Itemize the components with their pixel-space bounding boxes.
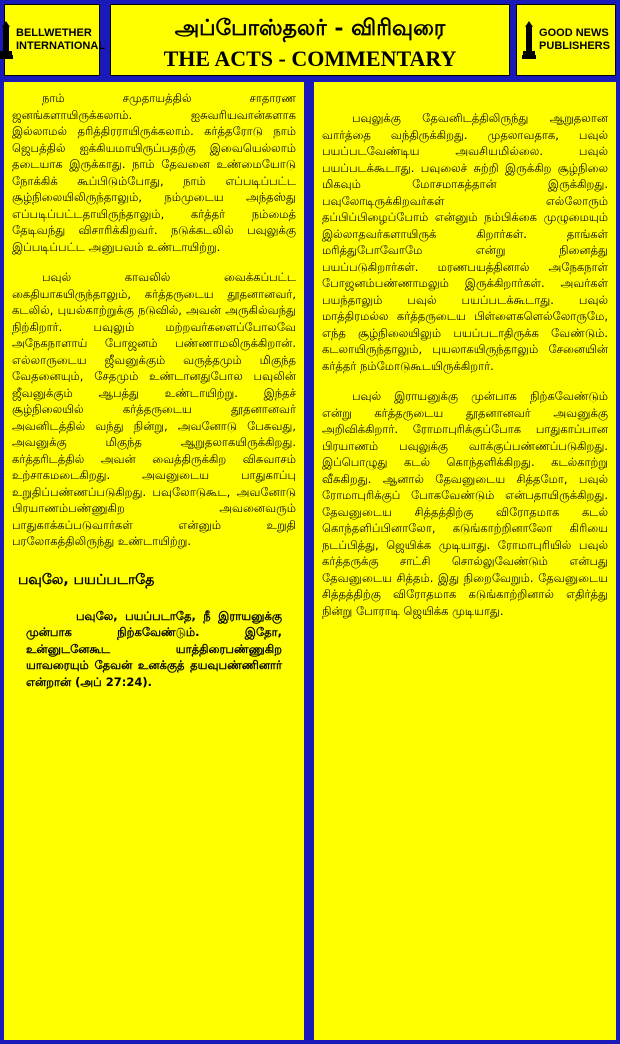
bellwether-logo-icon (0, 21, 13, 59)
good-news-line2: PUBLISHERS (539, 40, 610, 52)
title-english: THE ACTS - COMMENTARY (163, 46, 457, 71)
verse-quote: பவுலே, பயப்படாதே, நீ இராயனுக்கு முன்பாக நிற்கவேண்டும். இதோ, உன்னுடனேகூட யாத்திரைபண்ணுகிற யாவரையும் தேவன் உனக்குத் தயவுபண்ணினார் என்றான் (அப் 27:24). (26, 608, 282, 689)
bellwether-line1: BELLWETHER (16, 27, 92, 39)
right-paragraph-2: பவுல் இராயனுக்கு முன்பாக நிற்கவேண்டும் என்று கர்த்தருடைய தூதனானவர் அவனுக்கு அறிவிக்கிறார். ரோமாபுரிக்குப்போக பாதுகாப்பான பிரயாணம் பவுலுக்கு வாக்குப்பண்ணப்படுகிறது. இப்பொழுது கடல் கொந்தளிக்கிறது. கடல்காற்று வீசுகிறது. ஆனால் தேவனுடைய சித்தமோ, பவுல் ரோமாபுரிக்குப் போகவேண்டும் என்பதாயிருக்கிறது. தேவனுடைய சித்தத்திற்கு விரோதமாக கடல் கொந்தளிப்பினாலோ, கடுங்காற்றினாலோ கிரியை நடப்பித்து, ஜெயிக்க முடியாது. ரோமாபுரியில் பவுல் கர்த்தருக்கு சாட்சி சொல்லுவேண்டும் என்பது தேவனுடைய சித்தம். இது நிறைவேறும். தேவனுடைய சித்தத்திற்கு விரோதமாக கடுங்காற்றினால் எதிர்த்து நின்று போராடி ஜெயிக்க முடியாது. (322, 389, 608, 618)
right-paragraph-1: பவுலுக்கு தேவனிடத்திலிருந்து ஆறுதலான வார்த்தை வந்திருக்கிறது. முதலாவதாக, பவுல் பயப்படவேண்டிய அவசியமில்லை. பவுல் பயப்படக்கூடாது. பவுலைச் சுற்றி இருக்கிற சூழ்நிலை மிகவும் மோசமாகத்தான் இருக்கிறது. பவுலோடிருக்கிறவர்கள் எல்லோரும் தப்பிப்பிழைப்போம் என்னும் நம்பிக்கை முழுமையும் இல்லாதவர்களாயிருக் கிறார்கள். தாங்கள் மரித்துபோவோமே என்று நினைத்து பயப்படுகிறார்கள். மரணபயத்தினால் அநேகநாள் போஜனம்பண்ணாமலும் இருக்கிறார்கள். அவர்கள் பயந்தாலும் பவுல் பயப்படக்கூடாது. பவுல் மாத்திரமல்ல கர்த்தருடைய பிள்ளைகளெல்லோருமே, எந்த சூழ்நிலையிலும் பயப்படாதிருக்க வேண்டும். கடலாயிருந்தாலும், புயலாகயிருந்தாலும் சேனையின் கர்த்தர் நம்மோடுகூடயிருக்கிறார். (322, 111, 608, 373)
title-tamil: அப்போஸ்தலர் - விரிவுரை (174, 15, 446, 41)
left-column (4, 82, 304, 1040)
section-heading: பவுலே, பயப்படாதே (18, 571, 155, 588)
good-news-logo-icon (522, 21, 536, 59)
good-news-line1: GOOD NEWS (539, 27, 609, 39)
bellwether-line2: INTERNATIONAL (16, 40, 106, 52)
right-column (314, 82, 616, 1040)
left-paragraph-1: நாம் சமுதாயத்தில் சாதாரண ஜனங்களாயிருக்கலாம். ஐசுவரியவான்களாக இல்லாமல் தரித்திரராயிருக்கலாம். கர்த்தரோடு நாம் ஜெபத்தில் ஐக்கியமாயிருப்பதற்கு இவையெல்லாம் தடையாக இருக்காது. நாம் தேவனை உண்மையோடு நோக்கிக் கூப்பிடும்போது, நாம் எப்படிப்பட்ட சூழ்நிலையிலிருந்தாலும், நம்முடைய அந்தஸ்து எப்படிப்பட்டதாயிருந்தாலும், கர்த்தர் நம்மைத் தேடிவந்து விசாரிக்கிறவர். நடுக்கடலில் பவுலுக்கு இப்படிப்பட்ட அனுபவம் உண்டாயிற்று. (12, 91, 296, 254)
page-header (110, 4, 510, 76)
good-news-logo (516, 4, 616, 76)
bellwether-logo (4, 4, 106, 76)
left-paragraph-2: பவுல் காவலில் வைக்கப்பட்ட கைதியாகயிருந்தாலும், கர்த்தருடைய தூதனானவர், கடலில், புயல்காற்றுக்கு நடுவில், அவன் அருகில்வந்து நிற்கிறார். பவுலும் மற்றவர்களைப்போலவே அநேகநாளாய் போஜனம் பண்ணாமலிருக்கிறான். எல்லாருடைய ஜீவனுக்கும் வருத்தமும் மிகுந்த வேதனையும், சேதமும் உண்டானதுபோல பவுலின் ஜீவனுக்கும் ஆபத்து உண்டாயிற்று. இந்தச் சூழ்நிலையில் கர்த்தருடைய தூதனானவர் அவனிடத்தில் வந்து நின்று, அவனோடு பேசுவது, அவனுக்கு மிகுந்த ஆறுதலாகயிருக்கிறது. கர்த்தரிடத்தில் அவன் வைத்திருக்கிற விசுவாசம் உற்சாகமடைகிறது. அவனுடைய பாதுகாப்பு உறுதிப்பண்ணப்படுகிறது. பவுலோடுகூட, அவனோடு பிரயாணம்பண்ணுகிற அவனைவரும் பாதுகாக்கப்படுவார்கள் என்னும் உறுதி பரலோகத்திலிருந்து உண்டாயிற்று. (12, 270, 296, 548)
